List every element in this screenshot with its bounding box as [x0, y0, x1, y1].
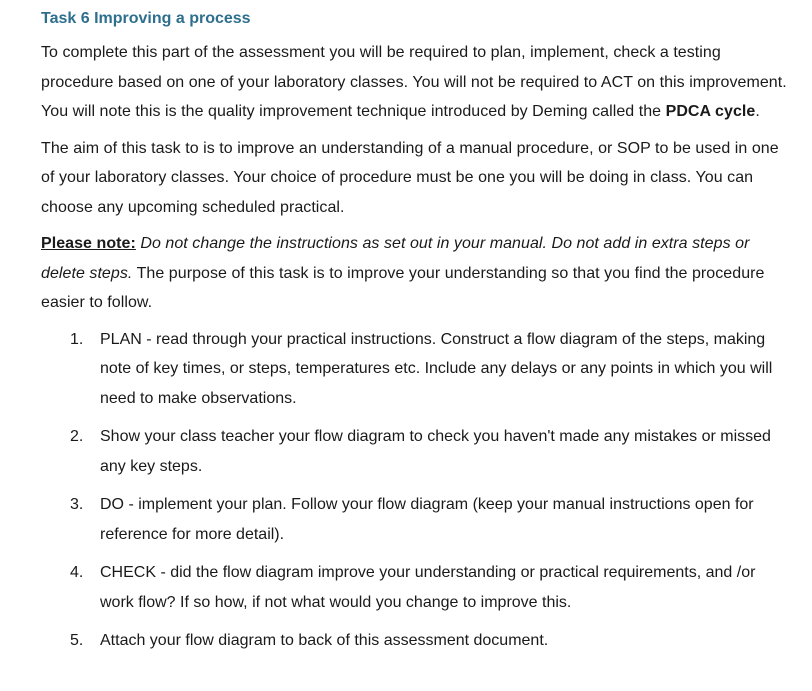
step-number: 1. — [70, 330, 84, 348]
step-text: CHECK - did the flow diagram improve your understanding or practical requirements, and /or work flow? If so how, if not what would you change to improve this. — [100, 564, 756, 611]
aim-paragraph: The aim of this task to is to improve an understanding of a manual procedure, or SOP to be used in one of your laboratory classes. Your choice of procedure must be one you will be doing in class. You can choose any upcoming scheduled practical. — [41, 139, 779, 216]
intro-paragraph — [41, 38, 792, 127]
note-text: The purpose of this task is to improve your understanding so that you find the procedure easier to follow. — [41, 264, 765, 311]
step-text: Show your class teacher your flow diagram to check you haven't made any mistakes or missed any key steps. — [100, 428, 771, 475]
step-item-4 — [41, 558, 792, 617]
step-item-3 — [41, 490, 792, 549]
step-text: DO - implement your plan. Follow your flow diagram (keep your manual instructions open for reference for more detail). — [100, 496, 754, 543]
step-number: 5. — [70, 632, 84, 649]
step-text: PLAN - read through your practical instructions. Construct a flow diagram of the steps, making note of key times, or steps, temperatures etc. Include any delays or any points in which you will need to make observations. — [100, 330, 773, 407]
section-heading: Task 6 Improving a process — [41, 10, 251, 27]
step-number: 4. — [70, 564, 84, 581]
step-item-5 — [41, 626, 792, 656]
step-number: 3. — [70, 496, 84, 513]
step-number: 2. — [70, 428, 84, 445]
note-paragraph — [41, 229, 792, 318]
note-italic-text: Do not change the instructions as set out in your manual. Do not add in extra steps or delete steps. — [41, 235, 750, 282]
step-text: Attach your flow diagram to back of this assessment document. — [100, 632, 549, 649]
note-label: Please note: — [41, 235, 136, 252]
intro-text: To complete this part of the assessment you will be required to plan, implement, check a testing procedure based on one of your laboratory classes. You will not be required to ACT on this improvement. You will note this is the quality improvement technique introduced by Deming called the — [41, 44, 787, 120]
pdca-cycle-term: PDCA cycle — [665, 103, 756, 120]
intro-end: . — [755, 103, 760, 120]
step-item-2 — [41, 422, 792, 481]
step-item-1 — [41, 325, 792, 414]
steps-list — [41, 325, 792, 656]
